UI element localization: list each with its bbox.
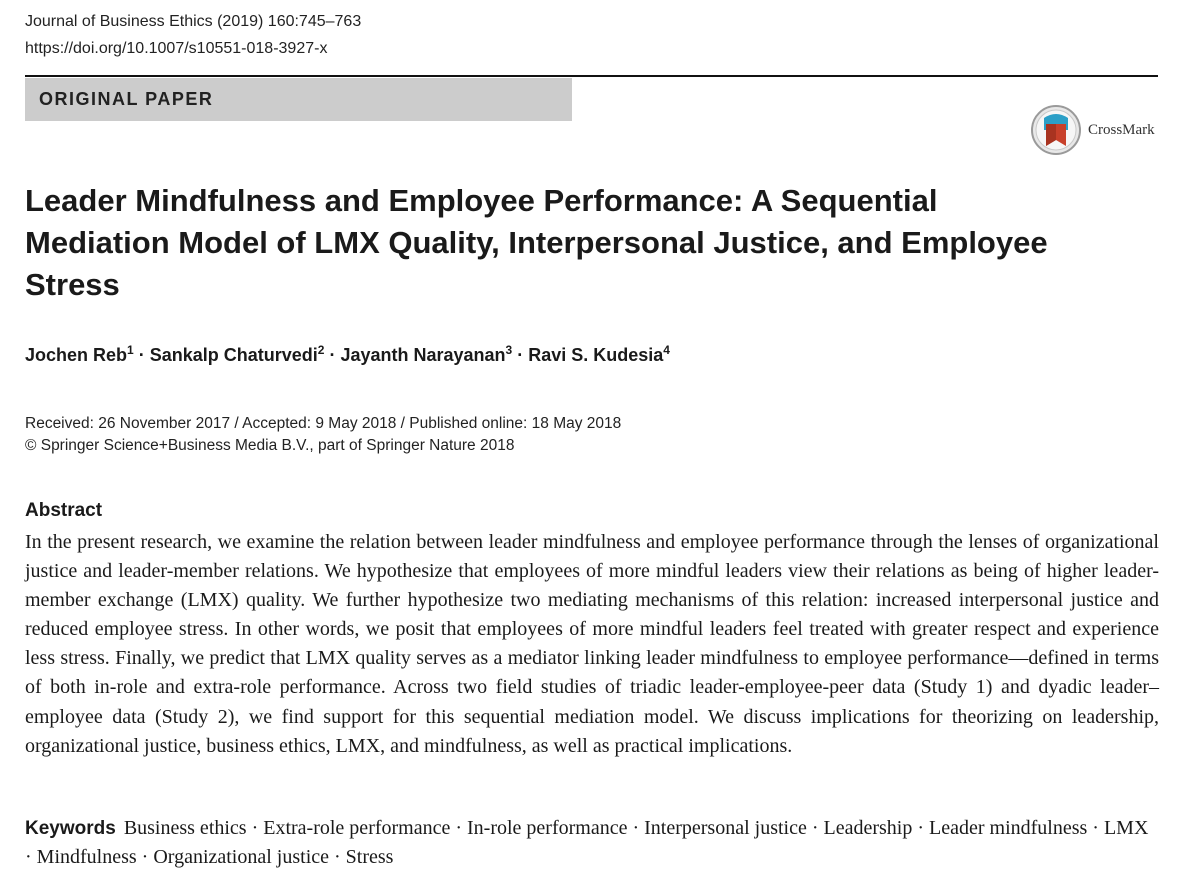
author-separator: · (133, 345, 150, 365)
author-affiliation[interactable]: 1 (127, 343, 134, 357)
author-affiliation[interactable]: 3 (505, 343, 513, 357)
author-affiliation[interactable]: 2 (317, 343, 325, 357)
journal-citation: Journal of Business Ethics (2019) 160:745–763 (25, 13, 362, 30)
author-list (25, 343, 670, 366)
keywords-list: Business ethics · Extra-role performance · In-role performance · Interpersonal justice · Leadership · Leader mindfulness · LMX · Mindfulness · Organizational justice · Stress (25, 817, 1149, 868)
crossmark-badge[interactable] (1030, 104, 1160, 156)
author-affiliation[interactable]: 4 (663, 343, 670, 357)
author-separator: · (512, 345, 529, 365)
author-name[interactable]: Ravi S. Kudesia (528, 345, 664, 365)
paper-type-banner (25, 78, 572, 121)
abstract-text: In the present research, we examine the relation between leader mindfulness and employee performance through the lenses of organizational justice and leader-member relations. We hypothesize that employees of more mindful leaders view their relations as being of higher leader-member exchange (LMX) quality. We further hypothesize two mediating mechanisms of this relation: increased interpersonal justice and reduced employee stress. In other words, we posit that employees of more mindful leaders feel treated with greater respect and experience less stress. Finally, we predict that LMX quality serves as a mediator linking leader mindfulness to employee performance—defined in terms of both in-role and extra-role performance. Across two field studies of triadic leader-employee-peer data (Study 1) and dyadic leader–employee data (Study 2), we find support for this sequential mediation model. We discuss implications for theorizing on leadership, organizational justice, business ethics, LMX, and mindfulness, as well as practical implications. (25, 531, 1159, 757)
author-name[interactable]: Jochen Reb (25, 345, 128, 365)
author-separator: · (324, 345, 341, 365)
publication-info (25, 413, 621, 457)
title-line: Stress (25, 267, 120, 302)
crossmark-icon (1030, 104, 1082, 156)
author-name[interactable]: Jayanth Narayanan (340, 345, 506, 365)
title-line: Mediation Model of LMX Quality, Interpersonal Justice, and Employee (25, 225, 1048, 260)
abstract-heading: Abstract (25, 500, 103, 521)
title-line: Leader Mindfulness and Employee Performance: A Sequential (25, 183, 938, 218)
crossmark-label: CrossMark (1088, 121, 1155, 138)
article-title (25, 180, 1145, 306)
copyright-notice: © Springer Science+Business Media B.V., part of Springer Nature 2018 (25, 437, 515, 454)
author-name[interactable]: Sankalp Chaturvedi (149, 345, 318, 365)
header-rule (25, 75, 1158, 77)
paper-type-label: ORIGINAL PAPER (39, 89, 214, 109)
publication-dates: Received: 26 November 2017 / Accepted: 9 May 2018 / Published online: 18 May 2018 (25, 415, 622, 432)
doi-link[interactable]: https://doi.org/10.1007/s10551-018-3927-x (25, 40, 328, 57)
keywords-section (25, 814, 1159, 872)
keywords-label: Keywords (25, 818, 116, 839)
